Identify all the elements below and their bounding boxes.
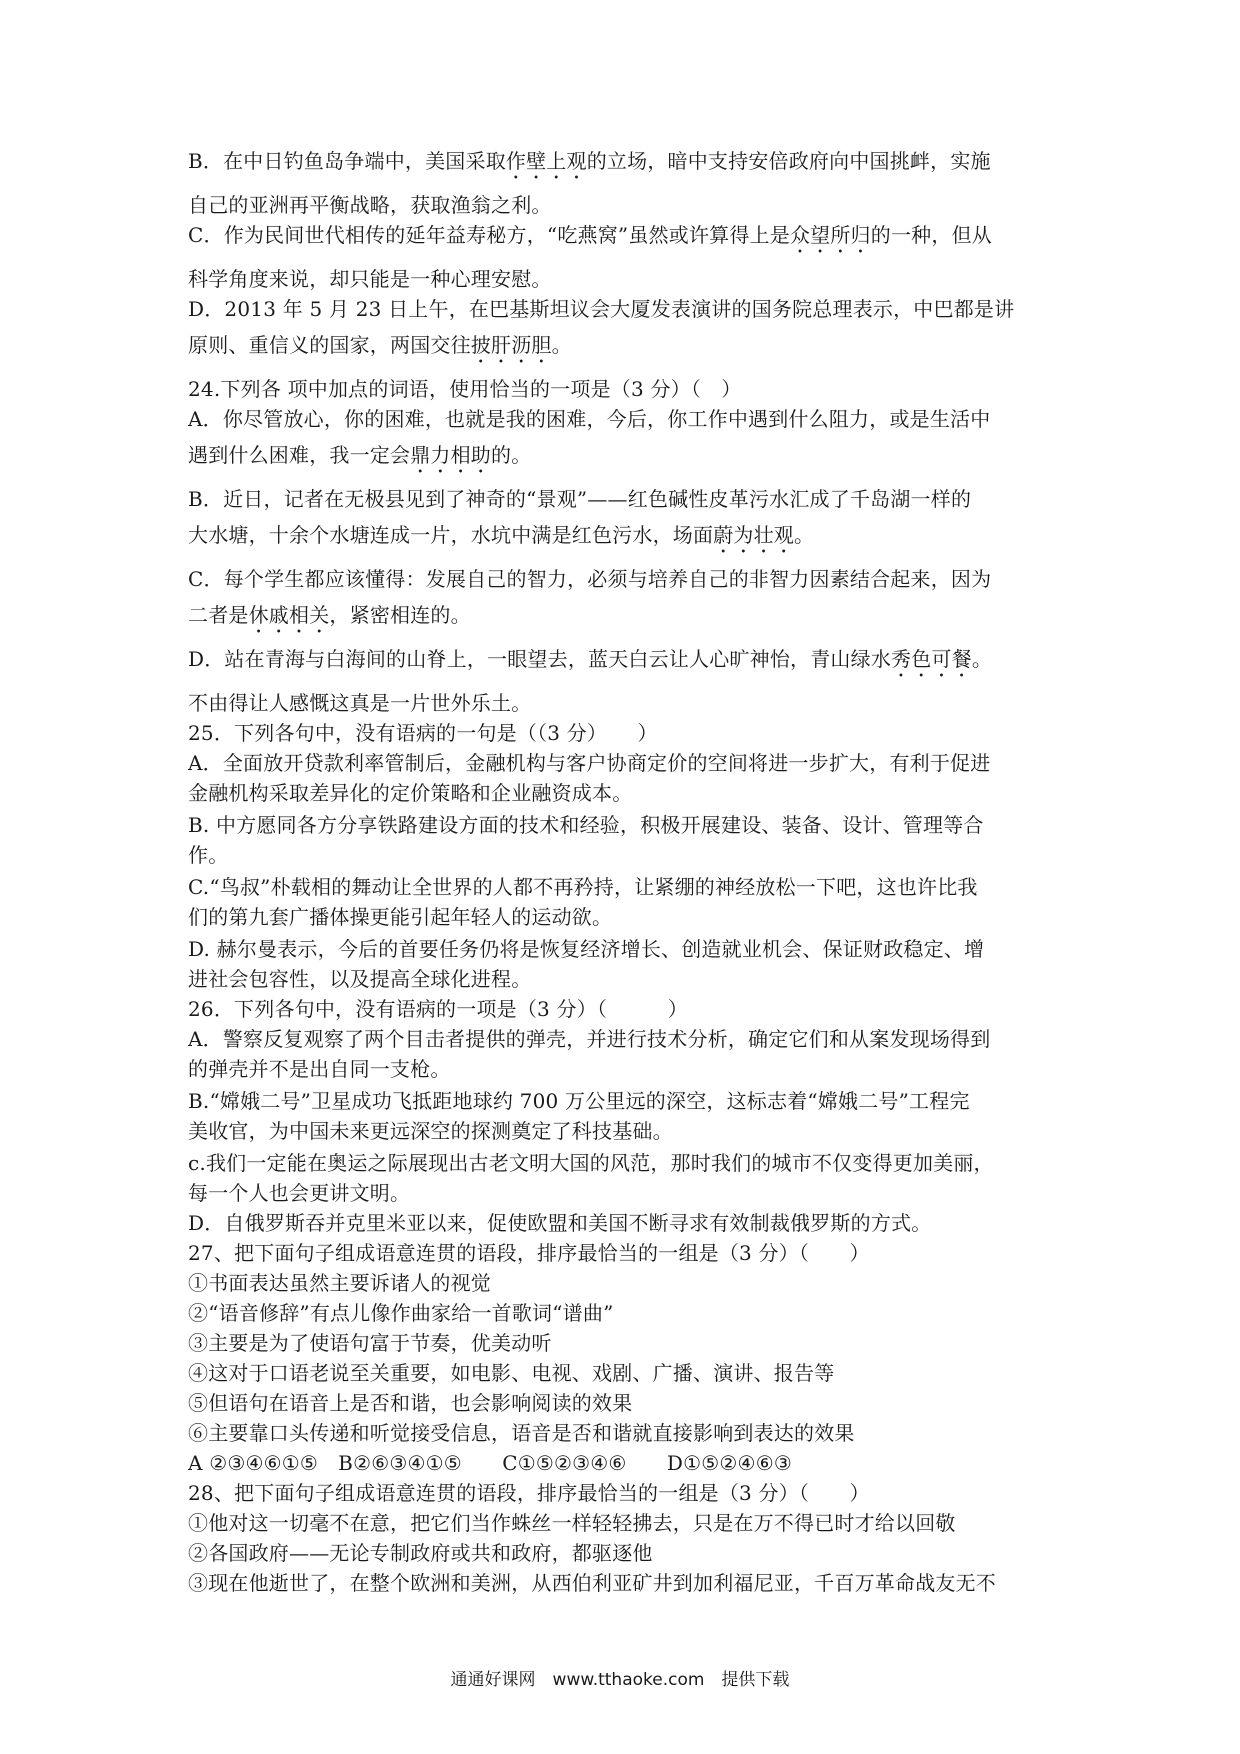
q24-option-c-line-2: 二者是休戚相关，紧密相连的。 <box>188 603 471 627</box>
q27-sentence-6: ⑥主要靠口头传递和听觉接受信息，语音是否和谐就直接影响到表达的效果 <box>188 1421 855 1445</box>
q27-sentence-1: ①书面表达虽然主要诉诸人的视觉 <box>188 1271 491 1295</box>
q25-option-c-line-2: 们的第九套广播体操更能引起年轻人的运动欲。 <box>188 905 613 929</box>
emphasized-term: 鼎力相助 <box>410 443 492 467</box>
q23-option-b-line-1: B．在中日钓鱼岛争端中，美国采取作壁上观的立场，暗中支持安倍政府向中国挑衅，实施 <box>188 149 991 173</box>
question-25-stem: 25．下列各句中，没有语病的一句是（（3 分） ） <box>188 721 658 745</box>
q25-option-d-line-2: 进社会包容性，以及提高全球化进程。 <box>188 967 532 991</box>
question-26-stem: 26．下列各句中，没有语病的一项是（3 分）（ ） <box>188 997 688 1021</box>
q25-option-a-line-2: 金融机构采取差异化的定价策略和企业融资成本。 <box>188 781 633 805</box>
emphasized-term: 秀色可餐 <box>891 647 972 671</box>
q26-option-b-line-2: 美收官，为中国未来更远深空的探测奠定了科技基础。 <box>188 1119 673 1143</box>
q24-option-a-line-1: A．你尽管放心，你的困难，也就是我的困难，今后，你工作中遇到什么阻力，或是生活中 <box>188 407 991 431</box>
emphasized-term: 众望所归 <box>789 223 871 247</box>
emphasized-term: 蔚为壮观 <box>713 523 795 547</box>
q24-option-b-line-1: B．近日，记者在无极县见到了神奇的“景观”——红色碱性皮革污水汇成了千岛湖一样的 <box>188 487 972 511</box>
q26-option-a-line-1: A．警察反复观察了两个目击者提供的弹壳，并进行技术分析，确定它们和从案发现场得到 <box>188 1027 991 1051</box>
emphasized-term: 休戚相关 <box>248 603 330 627</box>
q27-sentence-3: ③主要是为了使语句富于节奏，优美动听 <box>188 1331 552 1355</box>
q24-option-a-line-2: 遇到什么困难，我一定会鼎力相助的。 <box>188 443 532 467</box>
q23-option-c-line-1: C．作为民间世代相传的延年益寿秘方，“吃燕窝”虽然或许算得上是众望所归的一种，但从 <box>188 223 992 247</box>
q28-sentence-2: ②各国政府——无论专制政府或共和政府，都驱逐他 <box>188 1541 653 1565</box>
q25-option-d-line-1: D. 赫尔曼表示，今后的首要任务仍将是恢复经济增长、创造就业机会、保证财政稳定、增 <box>188 937 985 961</box>
q24-option-d-line-2: 不由得让人感慨这真是一片世外乐土。 <box>188 691 532 715</box>
page-footer: 通通好课网 www.tthaoke.com 提供下载 <box>450 1670 790 1690</box>
q27-sentence-4: ④这对于口语老说至关重要，如电影、电视、戏剧、广播、演讲、报告等 <box>188 1361 835 1385</box>
question-28-stem: 28、把下面句子组成语意连贯的语段，排序最恰当的一组是（3 分）（ ） <box>188 1481 870 1505</box>
q23-option-d-line-2: 原则、重信义的国家，两国交往披肝沥胆。 <box>188 333 572 357</box>
q27-sentence-2: ②“语音修辞”有点儿像作曲家给一首歌词“谱曲” <box>188 1301 614 1325</box>
q26-option-b-line-1: B.“嫦娥二号”卫星成功飞抵距地球约 700 万公里远的深空，这标志着“嫦娥二号”工程完 <box>188 1089 970 1113</box>
q24-option-c-line-1: C．每个学生都应该懂得：发展自己的智力，必须与培养自己的非智力因素结合起来，因为 <box>188 567 992 591</box>
question-27-stem: 27、把下面句子组成语意连贯的语段，排序最恰当的一组是（3 分）（ ） <box>188 1241 870 1265</box>
emphasized-term: 作壁上观 <box>505 149 587 173</box>
q25-option-a-line-1: A．全面放开贷款利率管制后，金融机构与客户协商定价的空间将进一步扩大，有利于促进 <box>188 751 991 775</box>
q25-option-b-line-2: 作。 <box>188 843 229 867</box>
emphasized-term: 披肝沥胆 <box>470 333 552 357</box>
q27-sentence-5: ⑤但语句在语音上是否和谐，也会影响阅读的效果 <box>188 1391 633 1415</box>
q26-option-d: D．自俄罗斯吞并克里米亚以来，促使欧盟和美国不断寻求有效制裁俄罗斯的方式。 <box>188 1211 932 1235</box>
q26-option-a-line-2: 的弹壳并不是出自同一支枪。 <box>188 1057 451 1081</box>
q23-option-b-line-2: 自己的亚洲再平衡战略，获取渔翁之利。 <box>188 193 552 217</box>
q27-answer-options: A ②③④⑥①⑤ B②⑥③④①⑤ C①⑤②③④⑥ D①⑤②④⑥③ <box>188 1451 792 1475</box>
q28-sentence-3: ③现在他逝世了，在整个欧洲和美洲，从西伯利亚矿井到加利福尼亚，千百万革命战友无不 <box>188 1571 996 1595</box>
q28-sentence-1: ①他对这一切毫不在意，把它们当作蛛丝一样轻轻拂去，只是在万不得已时才给以回敬 <box>188 1511 956 1535</box>
exam-content <box>188 146 1066 1598</box>
q24-option-b-line-2: 大水塘，十余个水塘连成一片，水坑中满是红色污水，场面蔚为壮观。 <box>188 523 815 547</box>
q25-option-c-line-1: C.“鸟叔”朴载相的舞动让全世界的人都不再矜持，让紧绷的神经放松一下吧，这也许比我 <box>188 875 978 899</box>
q23-option-d-line-1: D．2013 年 5 月 23 日上午，在巴基斯坦议会大厦发表演讲的国务院总理表示，中巴都是讲 <box>188 297 1015 321</box>
q26-option-c-line-2: 每一个人也会更讲文明。 <box>188 1181 411 1205</box>
q25-option-b-line-1: B. 中方愿同各方分享铁路建设方面的技术和经验，积极开展建设、装备、设计、管理等合 <box>188 813 984 837</box>
q26-option-c-line-1: c.我们一定能在奥运之际展现出古老文明大国的风范，那时我们的城市不仅变得更加美丽， <box>188 1151 994 1175</box>
q24-option-d-line-1: D．站在青海与白海间的山脊上，一眼望去，蓝天白云让人心旷神怡，青山绿水秀色可餐。 <box>188 647 993 671</box>
q23-option-c-line-2: 科学角度来说，却只能是一种心理安慰。 <box>188 267 552 291</box>
question-24-stem: 24.下列各 项中加点的词语，使用恰当的一项是（3 分）（ ） <box>188 377 742 401</box>
